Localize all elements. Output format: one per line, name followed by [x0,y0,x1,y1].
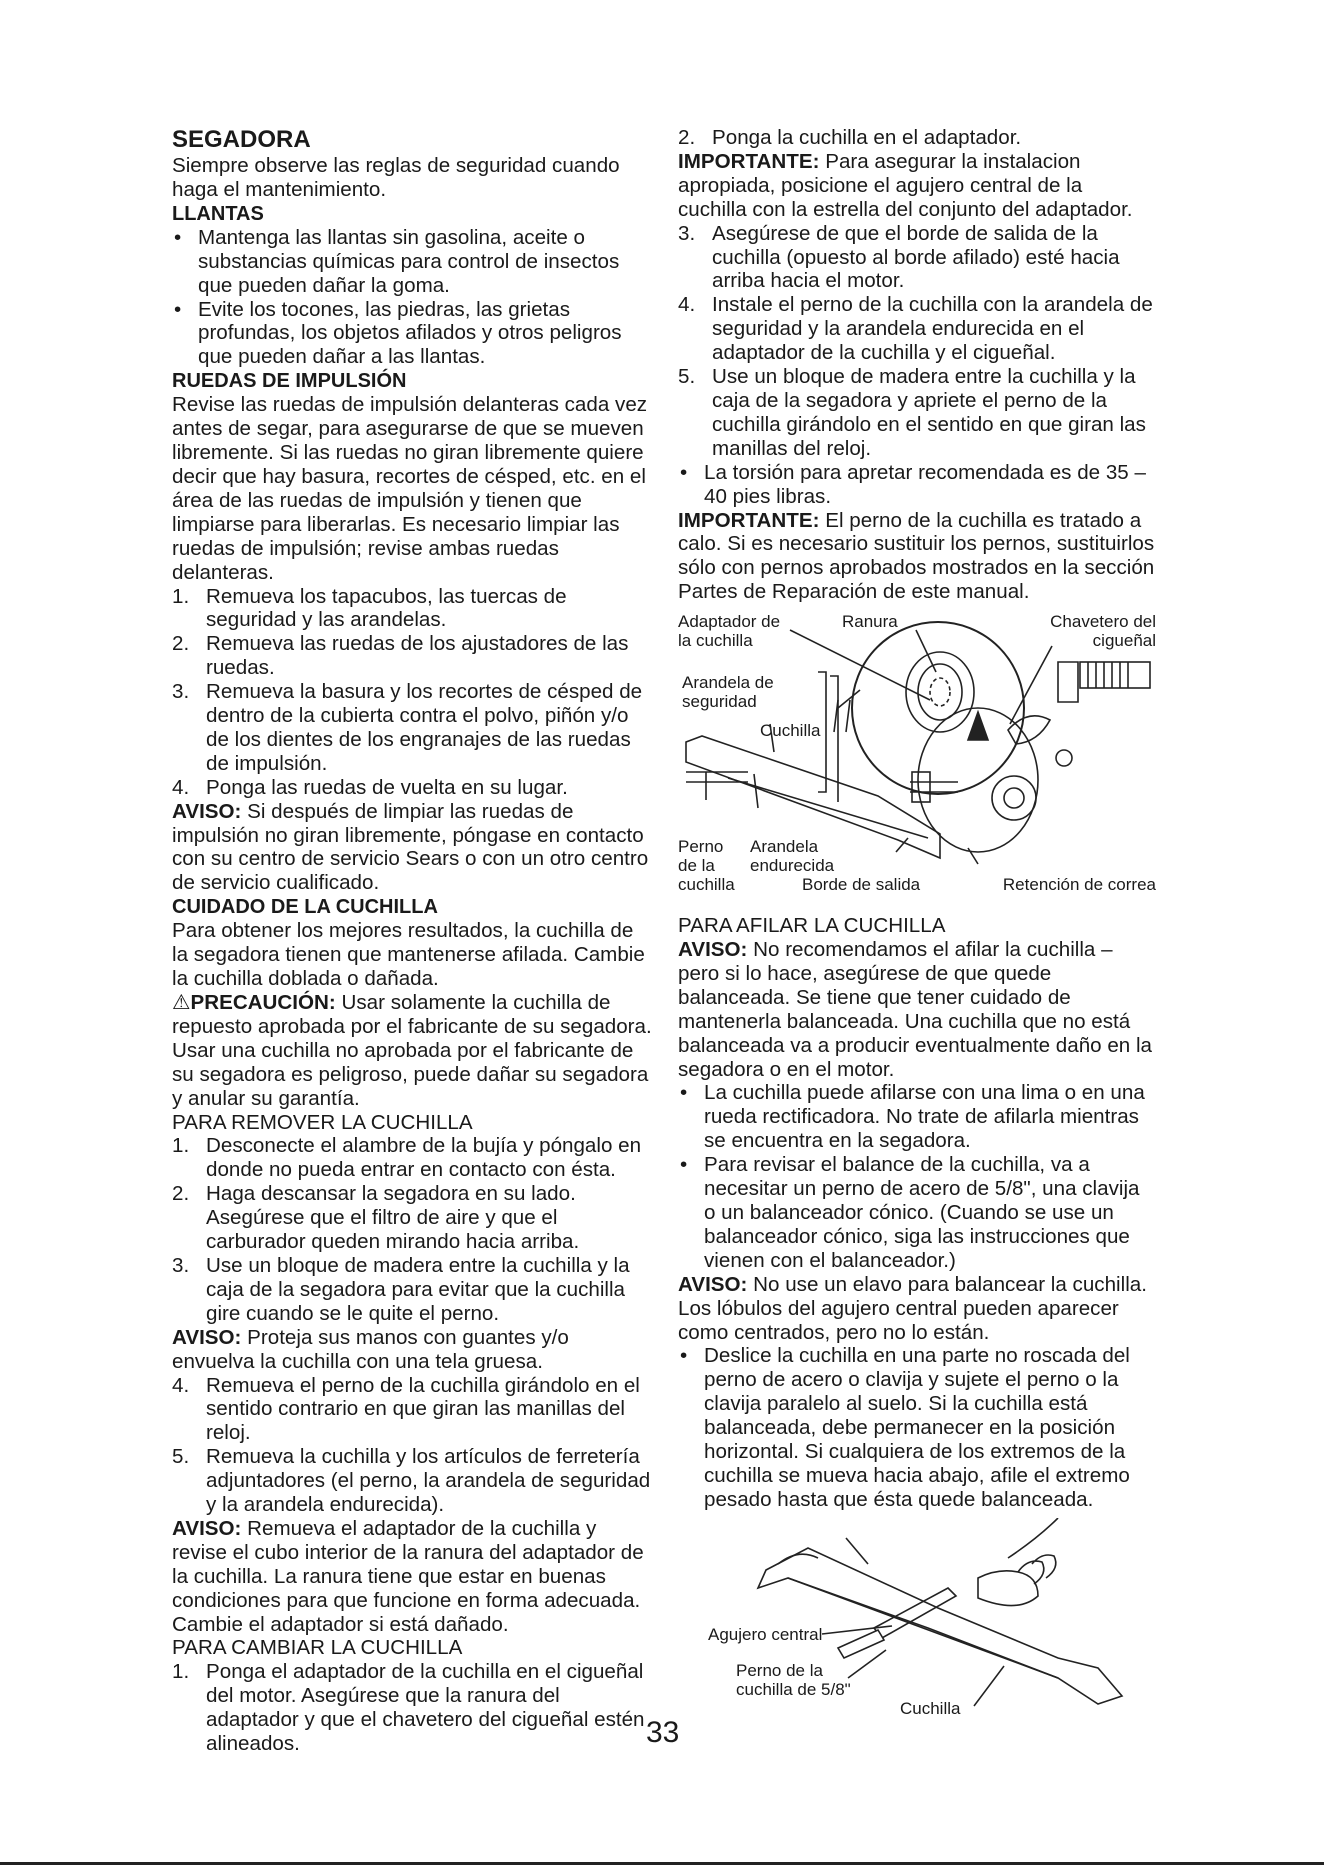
bottom-divider [0,1862,1324,1865]
list-item: 1. Remueva los tapacubos, las tuercas de seguridad y las arandelas. [172,584,567,632]
list-item: • Mantenga las llantas sin gasolina, aceite o substancias químicas para control de insectos que pueden dañar la goma. [174,225,620,297]
list-item: • La cuchilla puede afilarse con una lima o en una rueda rectificadora. No trate de afilarla mientras se encuentra en la segadora. [680,1081,1145,1153]
list-item: • Para revisar el balance de la cuchilla, va a necesitar un perno de acero de 5/8", una clavija o un balanceador cónico. (Cuando se use un balanceador cónico, siga las instrucciones que vienen con el balanceador.) [680,1153,1140,1272]
svg-text:Retención de correa: Retención de correa [1002,875,1156,895]
svg-text:Borde de salida: Borde de salida [802,875,921,895]
warning-triangle-icon: ⚠ [172,991,191,1014]
aviso-paragraph: AVISO: Si después de limpiar las ruedas de impulsión no giran libremente, póngase en contacto con su centro de servicio Sears o con un otro centro de servicio cualificado. [172,799,649,895]
blade-balance-figure [678,1518,1156,1718]
svg-text:de la: de la [678,856,715,876]
svg-text:cigueñal: cigueñal [1092,631,1156,651]
aviso-paragraph: AVISO: No recomendamos el afilar la cuchilla – pero si lo hace, asegúrese de que quede balanceada. Se tiene que tener cuidado de mantenerla balanceada. Una cuchilla que no está balanceada va a producir eventualmente daño en la segadora o en el motor. [678,938,1152,1081]
heading-afilar: PARA AFILAR LA CUCHILLA [678,914,946,938]
heading-llantas: LLANTAS [172,202,264,225]
list-item: 4. Remueva el perno de la cuchilla girándolo en el sentido contrario en que giran las manillas del reloj. [172,1373,640,1445]
importante-paragraph: IMPORTANTE: El perno de la cuchilla es tratado a calo. Si es necesario sustituir los pernos, sustituirlos sólo con pernos aprobados mostrados en la sección Partes de Reparación de este manual. [678,508,1155,604]
precaucion-paragraph: ⚠PRECAUCIÓN: Usar solamente la cuchilla de repuesto aprobada por el fabricante de su segadora. Usar una cuchilla no aprobada por el fabricante de su segadora es peligroso, puede dañar su segadora y anular su garantía. [172,991,652,1110]
svg-text:Arandela de: Arandela de [682,673,774,693]
list-item: 1. Desconecte el alambre de la bujía y póngalo en donde no pueda entrar en contacto con ésta. [172,1134,642,1182]
svg-text:cuchilla de 5/8": cuchilla de 5/8" [736,1679,851,1699]
list-item: 4. Instale el perno de la cuchilla con la arandela de seguridad y la arandela endurecida en el adaptador de la cuchilla y el cigueñal. [678,293,1153,365]
list-item: 2. Ponga la cuchilla en el adaptador. [678,126,1022,149]
page-number: 33 [646,1716,680,1749]
blade-assembly-figure [678,612,1156,912]
heading-ruedas: RUEDAS DE IMPULSIÓN [172,370,407,393]
cuidado-text: Para obtener los mejores resultados, la cuchilla de la segadora tienen que mantenerse afilada. Cambie la cuchilla doblada o dañada. [172,919,645,991]
svg-text:Chavetero del: Chavetero del [1050,612,1156,632]
right-column [678,126,1156,1718]
aviso-paragraph: AVISO: No use un elavo para balancear la cuchilla. Los lóbulos del agujero central pueden aparecer como centrados, pero no lo están. [678,1272,1147,1344]
svg-text:cuchilla: cuchilla [678,875,735,895]
svg-text:seguridad: seguridad [682,692,757,712]
aviso-paragraph: AVISO: Remueva el adaptador de la cuchilla y revise el cubo interior de la ranura del adaptador de la cuchilla. La ranura tiene que estar en buenas condiciones para que funcione en forma adecuada. Cambie el adaptador si está dañado. [172,1516,644,1636]
list-item: 2. Haga descansar la segadora en su lado. Asegúrese que el filtro de aire y que el carburador queden mirando hacia arriba. [172,1182,580,1254]
svg-text:Arandela: Arandela [750,837,819,857]
list-item: 4. Ponga las ruedas de vuelta en su lugar. [172,775,568,799]
svg-text:Adaptador de: Adaptador de [678,612,781,632]
svg-text:la cuchilla: la cuchilla [678,631,753,651]
ruedas-text: Revise las ruedas de impulsión delanteras cada vez antes de segar, para asegurarse de que se mueven libremente. Si las ruedas no giran libremente quiere decir que hay basura, recortes de césped, etc. en el área de las ruedas de impulsión y tienen que limpiarse para liberarlas. Es necesario limpiar las ruedas de impulsión; revise ambas ruedas delanteras. [172,393,648,584]
list-item: 3. Asegúrese de que el borde de salida de la cuchilla (opuesto al borde afilado) esté hacia arriba hacia el motor. [678,221,1120,293]
list-item: 3. Use un bloque de madera entre la cuchilla y la caja de la segadora para evitar que la cuchilla gire cuando se le quite el perno. [172,1253,630,1325]
section-title-segadora: SEGADORA [172,126,311,153]
intro-text: Siempre observe las reglas de seguridad cuando haga el mantenimiento. [172,154,620,201]
list-item: 2. Remueva las ruedas de los ajustadores de las ruedas. [172,632,629,680]
left-column [172,126,652,1756]
blade-balance-illustration [678,1518,1156,1718]
importante-paragraph: IMPORTANTE: Para asegurar la instalacion apropiada, posicione el agujero central de la cuchilla con la estrella del conjunto del adaptador. [678,149,1133,221]
svg-text:Cuchilla: Cuchilla [900,1698,961,1718]
list-item: • Evite los tocones, las piedras, las grietas profundas, los objetos afilados y otros peligros que pueden dañar a las llantas. [174,297,622,369]
svg-text:Cuchilla: Cuchilla [760,721,821,741]
list-item: 5. Remueva la cuchilla y los artículos de ferretería adjuntadores (el perno, la arandela de seguridad y la arandela endurecida). [172,1445,651,1517]
list-item: • La torsión para apretar recomendada es de 35 – 40 pies libras. [680,460,1146,508]
svg-text:endurecida: endurecida [750,856,835,876]
list-item: • Deslice la cuchilla en una parte no roscada del perno de acero o clavija y sujete el perno o la clavija paralelo al suelo. Si la cuchilla está balanceada, debe permanecer en la posición horizontal. Si cualquiera de los extremos de la cuchilla se mueva hacia abajo, afile el extremo pesado hasta que ésta quede balanceada. [680,1344,1130,1511]
list-item: 1. Ponga el adaptador de la cuchilla en el cigueñal del motor. Asegúrese que la ranura del adaptador y que el chavetero del cigueñal estén alineados. [172,1660,645,1756]
list-item: 3. Remueva la basura y los recortes de césped de dentro de la cubierta contra el polvo, piñón y/o de los dientes de los engranajes de las ruedas de impulsión. [172,680,643,775]
heading-cambiar: PARA CAMBIAR LA CUCHILLA [172,1636,463,1660]
svg-text:Perno de la: Perno de la [736,1660,823,1680]
heading-cuidado: CUIDADO DE LA CUCHILLA [172,896,438,919]
heading-remover: PARA REMOVER LA CUCHILLA [172,1110,473,1134]
svg-text:Ranura: Ranura [842,612,898,632]
svg-text:Perno: Perno [678,837,724,857]
aviso-paragraph: AVISO: Proteja sus manos con guantes y/o envuelva la cuchilla con una tela gruesa. [172,1325,569,1373]
list-item: 5. Use un bloque de madera entre la cuchilla y la caja de la segadora y apriete el perno de la cuchilla girándolo en el sentido en que giran las manillas del reloj. [678,365,1146,460]
blade-assembly-illustration [678,612,1156,912]
svg-text:Agujero central: Agujero central [708,1624,823,1644]
